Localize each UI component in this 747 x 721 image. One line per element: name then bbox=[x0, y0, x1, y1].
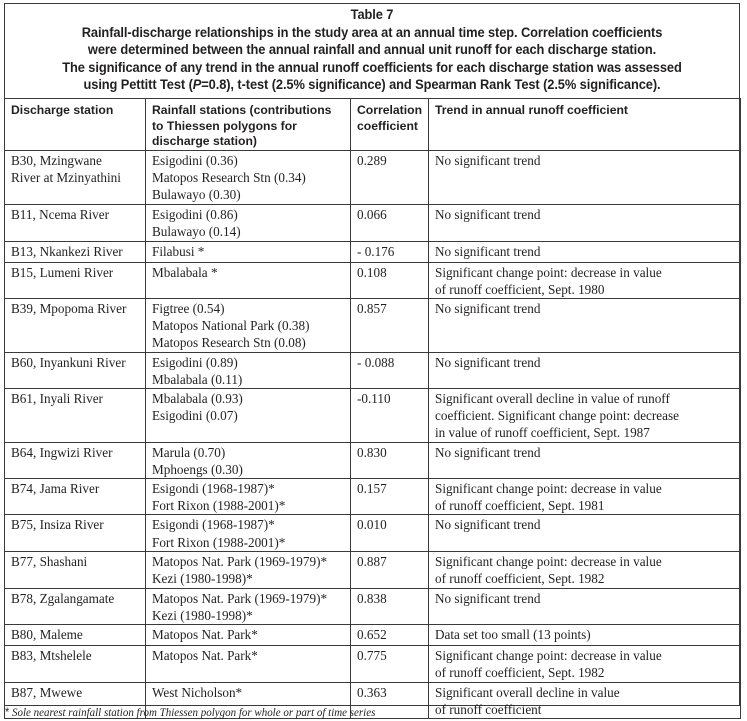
cell-correlation bbox=[351, 442, 429, 478]
cell-trend bbox=[429, 479, 741, 515]
table-row bbox=[5, 479, 741, 515]
cell-correlation-value: -0.110 bbox=[357, 391, 391, 407]
cell-discharge-station bbox=[5, 389, 146, 443]
cell-rainfall-stations bbox=[146, 646, 351, 682]
cell-correlation-value: 0.830 bbox=[357, 444, 387, 460]
cell-discharge-station-line: B80, Maleme bbox=[11, 627, 83, 643]
cell-trend-line: No significant trend bbox=[435, 206, 541, 222]
header-correlation-line-2: coefficient bbox=[357, 118, 418, 133]
cell-rainfall-stations-line: Matopos Nat. Park (1969-1979)* bbox=[152, 590, 328, 606]
cell-discharge-station-line: B74, Jama River bbox=[11, 481, 100, 497]
cell-correlation-value: 0.775 bbox=[357, 648, 387, 664]
cell-trend bbox=[429, 262, 741, 298]
cell-rainfall-stations bbox=[146, 442, 351, 478]
cell-trend bbox=[429, 682, 741, 718]
cell-discharge-station bbox=[5, 151, 146, 205]
cell-trend-line: Significant overall decline in value of runoff bbox=[435, 391, 670, 407]
cell-trend-line: Significant change point: decrease in value bbox=[435, 264, 662, 280]
cell-correlation bbox=[351, 515, 429, 551]
cell-discharge-station-line: River at Mzinyathini bbox=[11, 170, 121, 186]
cell-trend-line: No significant trend bbox=[435, 354, 541, 370]
cell-correlation-value: 0.108 bbox=[357, 264, 387, 280]
cell-discharge-station-line: B77, Shashani bbox=[11, 553, 88, 569]
cell-rainfall-stations-line: Marula (0.70) bbox=[152, 444, 226, 460]
cell-correlation-value: 0.857 bbox=[357, 301, 387, 317]
cell-correlation-value: 0.363 bbox=[357, 684, 387, 700]
cell-rainfall-stations-line: Kezi (1980-1998)* bbox=[152, 571, 253, 587]
header-discharge-station-label: Discharge station bbox=[11, 103, 114, 117]
caption-p-symbol: P bbox=[192, 77, 202, 93]
cell-rainfall-stations-line: Mphoengs (0.30) bbox=[152, 461, 243, 477]
table-row bbox=[5, 625, 741, 646]
cell-rainfall-stations-line: Matopos Nat. Park* bbox=[152, 648, 258, 664]
cell-rainfall-stations bbox=[146, 299, 351, 353]
cell-trend-line: of runoff coefficient bbox=[435, 701, 542, 717]
cell-discharge-station-line: B60, Inyankuni River bbox=[11, 354, 126, 370]
cell-discharge-station-line: B30, Mzingwane bbox=[11, 153, 102, 168]
cell-rainfall-stations-line: Filabusi * bbox=[152, 243, 205, 259]
table-row bbox=[5, 551, 741, 588]
cell-discharge-station-line: B83, Mtshelele bbox=[11, 648, 92, 664]
cell-discharge-station bbox=[5, 479, 146, 515]
cell-discharge-station bbox=[5, 515, 146, 551]
cell-rainfall-stations bbox=[146, 479, 351, 515]
cell-trend-line: coefficient. Significant change point: decrease bbox=[435, 408, 679, 424]
cell-trend bbox=[429, 442, 741, 478]
cell-correlation-value: 0.652 bbox=[357, 627, 387, 643]
cell-correlation bbox=[351, 479, 429, 515]
table-row bbox=[5, 151, 741, 205]
cell-trend-line: of runoff coefficient, Sept. 1981 bbox=[435, 498, 605, 514]
cell-trend-line: Significant change point: decrease in value bbox=[435, 481, 662, 497]
cell-rainfall-stations-line: Fort Rixon (1988-2001)* bbox=[152, 534, 286, 550]
cell-discharge-station-line: B15, Lumeni River bbox=[11, 264, 114, 280]
cell-correlation-value: 0.887 bbox=[357, 553, 387, 569]
cell-rainfall-stations-line: Bulawayo (0.14) bbox=[152, 223, 241, 239]
cell-trend bbox=[429, 241, 741, 262]
cell-rainfall-stations-line: Fort Rixon (1988-2001)* bbox=[152, 498, 286, 514]
header-row bbox=[5, 99, 741, 151]
footnote-marker: * bbox=[5, 705, 10, 719]
cell-trend-line: No significant trend bbox=[435, 301, 541, 317]
cell-discharge-station bbox=[5, 299, 146, 353]
cell-rainfall-stations-line: Esigodini (0.07) bbox=[152, 408, 238, 424]
cell-rainfall-stations-line: Esigondi (1968-1987)* bbox=[152, 481, 275, 497]
table-row bbox=[5, 352, 741, 388]
cell-trend-line: No significant trend bbox=[435, 153, 541, 168]
cell-rainfall-stations-line: Mbalabala * bbox=[152, 264, 218, 280]
table-row bbox=[5, 646, 741, 682]
cell-correlation-value: - 0.088 bbox=[357, 354, 395, 370]
cell-discharge-station bbox=[5, 625, 146, 646]
cell-rainfall-stations-line: Matopos Research Stn (0.08) bbox=[152, 335, 306, 351]
cell-discharge-station-line: B87, Mwewe bbox=[11, 684, 83, 700]
cell-rainfall-stations bbox=[146, 241, 351, 262]
table-row bbox=[5, 262, 741, 298]
cell-correlation bbox=[351, 625, 429, 646]
cell-trend-line: in value of runoff coefficient, Sept. 1987 bbox=[435, 425, 650, 441]
cell-discharge-station bbox=[5, 262, 146, 298]
cell-rainfall-stations bbox=[146, 515, 351, 551]
cell-correlation bbox=[351, 551, 429, 588]
header-trend bbox=[429, 99, 741, 151]
cell-rainfall-stations-line: Esigodini (0.36) bbox=[152, 153, 238, 168]
cell-trend bbox=[429, 299, 741, 353]
header-correlation-line-1: Correlation bbox=[357, 103, 423, 117]
cell-correlation bbox=[351, 299, 429, 353]
caption-line-4 bbox=[19, 76, 726, 94]
cell-trend-line: No significant trend bbox=[435, 517, 541, 533]
cell-discharge-station bbox=[5, 588, 146, 624]
cell-discharge-station-line: B78, Zgalangamate bbox=[11, 590, 115, 606]
rainfall-discharge-table bbox=[4, 98, 741, 719]
cell-correlation-value: 0.066 bbox=[357, 206, 387, 222]
table-row bbox=[5, 241, 741, 262]
cell-trend-line: Data set too small (13 points) bbox=[435, 627, 591, 643]
cell-correlation bbox=[351, 646, 429, 682]
header-rainfall-line-1: Rainfall stations (contributions bbox=[152, 103, 332, 117]
cell-trend bbox=[429, 625, 741, 646]
cell-correlation-value: 0.289 bbox=[357, 153, 387, 168]
cell-rainfall-stations-line: Esigondi (1968-1987)* bbox=[152, 517, 275, 533]
footnote-text: Sole nearest rainfall station from Thiessen polygon for whole or part of time series bbox=[9, 705, 376, 719]
cell-rainfall-stations-line: Esigodini (0.89) bbox=[152, 354, 238, 370]
cell-trend bbox=[429, 352, 741, 388]
cell-trend-line: Significant change point: decrease in value bbox=[435, 553, 662, 569]
cell-rainfall-stations bbox=[146, 352, 351, 388]
cell-discharge-station bbox=[5, 241, 146, 262]
cell-trend-line: No significant trend bbox=[435, 243, 541, 259]
cell-correlation-value: 0.838 bbox=[357, 590, 387, 606]
cell-rainfall-stations bbox=[146, 262, 351, 298]
caption-line-3: The significance of any trend in the annual runoff coefficients for each discharge station was assessed bbox=[62, 59, 682, 75]
cell-rainfall-stations-line: Bulawayo (0.30) bbox=[152, 187, 241, 203]
table-row bbox=[5, 389, 741, 443]
header-rainfall-line-2: to Thiessen polygons for bbox=[152, 118, 297, 133]
cell-trend-line: Significant change point: decrease in value bbox=[435, 648, 662, 664]
cell-rainfall-stations-line: West Nicholson* bbox=[152, 684, 243, 700]
cell-rainfall-stations-line: Mbalabala (0.93) bbox=[152, 391, 243, 407]
cell-correlation bbox=[351, 588, 429, 624]
table-body bbox=[5, 151, 741, 719]
cell-correlation-value: 0.157 bbox=[357, 481, 387, 497]
cell-discharge-station-line: B11, Ncema River bbox=[11, 206, 110, 222]
header-correlation bbox=[351, 99, 429, 151]
caption-line-4-post: =0.8), t-test (2.5% significance) and Spearman Rank Test (2.5% significance). bbox=[201, 77, 661, 93]
cell-correlation bbox=[351, 241, 429, 262]
cell-discharge-station bbox=[5, 646, 146, 682]
header-trend-label: Trend in annual runoff coefficient bbox=[435, 103, 628, 117]
cell-trend-line: of runoff coefficient, Sept. 1982 bbox=[435, 665, 605, 681]
cell-discharge-station bbox=[5, 204, 146, 241]
cell-rainfall-stations bbox=[146, 151, 351, 205]
cell-rainfall-stations bbox=[146, 389, 351, 443]
caption-line-1: Rainfall-discharge relationships in the study area at an annual time step. Correlation coefficients bbox=[81, 24, 663, 40]
cell-trend bbox=[429, 515, 741, 551]
header-discharge-station bbox=[5, 99, 146, 151]
cell-trend-line: Significant overall decline in value bbox=[435, 684, 620, 700]
cell-rainfall-stations bbox=[146, 204, 351, 241]
footnote bbox=[5, 704, 375, 720]
cell-trend bbox=[429, 551, 741, 588]
cell-discharge-station-line: B39, Mpopoma River bbox=[11, 301, 127, 317]
caption-line-4-pre: using Pettitt Test ( bbox=[83, 77, 193, 93]
cell-rainfall-stations-line: Mbalabala (0.11) bbox=[152, 371, 243, 387]
cell-rainfall-stations-line: Matopos Nat. Park (1969-1979)* bbox=[152, 553, 328, 569]
table-label: Table 7 bbox=[350, 7, 394, 22]
table-caption bbox=[19, 6, 726, 94]
cell-correlation-value: 0.010 bbox=[357, 517, 387, 533]
cell-rainfall-stations-line: Figtree (0.54) bbox=[152, 301, 225, 317]
cell-discharge-station bbox=[5, 551, 146, 588]
cell-trend-line: No significant trend bbox=[435, 444, 541, 460]
cell-correlation bbox=[351, 204, 429, 241]
cell-discharge-station-line: B61, Inyali River bbox=[11, 391, 103, 407]
cell-correlation bbox=[351, 262, 429, 298]
cell-trend bbox=[429, 646, 741, 682]
cell-rainfall-stations-line: Esigodini (0.86) bbox=[152, 206, 238, 222]
cell-rainfall-stations-line: Matopos Nat. Park* bbox=[152, 627, 258, 643]
cell-rainfall-stations bbox=[146, 551, 351, 588]
header-rainfall-line-3: discharge station) bbox=[152, 134, 257, 149]
caption-line-2: were determined between the annual rainfall and annual unit runoff for each discharge station. bbox=[87, 42, 657, 58]
cell-correlation-value: - 0.176 bbox=[357, 243, 395, 259]
table-row bbox=[5, 442, 741, 478]
cell-trend bbox=[429, 204, 741, 241]
cell-trend-line: of runoff coefficient, Sept. 1980 bbox=[435, 281, 605, 297]
table-row bbox=[5, 588, 741, 624]
cell-discharge-station-line: B13, Nkankezi River bbox=[11, 243, 123, 259]
header-rainfall-stations bbox=[146, 99, 351, 151]
cell-discharge-station-line: B64, Ingwizi River bbox=[11, 444, 113, 460]
cell-trend-line: No significant trend bbox=[435, 590, 541, 606]
cell-rainfall-stations bbox=[146, 588, 351, 624]
cell-correlation bbox=[351, 151, 429, 205]
cell-correlation bbox=[351, 352, 429, 388]
cell-discharge-station bbox=[5, 442, 146, 478]
cell-trend-line: of runoff coefficient, Sept. 1982 bbox=[435, 571, 605, 587]
cell-discharge-station-line: B75, Insiza River bbox=[11, 517, 104, 533]
table-row bbox=[5, 299, 741, 353]
cell-rainfall-stations bbox=[146, 625, 351, 646]
cell-correlation bbox=[351, 389, 429, 443]
cell-rainfall-stations-line: Matopos National Park (0.38) bbox=[152, 318, 310, 334]
cell-trend bbox=[429, 151, 741, 205]
cell-rainfall-stations-line: Kezi (1980-1998)* bbox=[152, 608, 253, 624]
cell-rainfall-stations-line: Matopos Research Stn (0.34) bbox=[152, 170, 306, 186]
cell-trend bbox=[429, 389, 741, 443]
table-row bbox=[5, 204, 741, 241]
cell-discharge-station bbox=[5, 352, 146, 388]
table-row bbox=[5, 515, 741, 551]
cell-trend bbox=[429, 588, 741, 624]
